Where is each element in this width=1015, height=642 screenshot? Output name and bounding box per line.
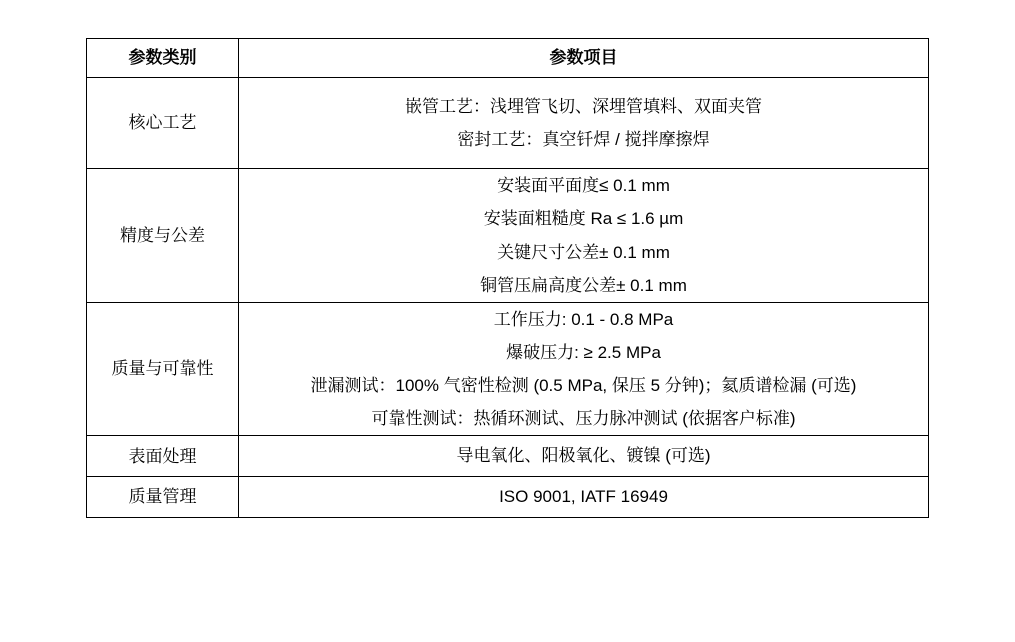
list-item: 安装面粗糙度 Ra ≤ 1.6 µm (483, 209, 684, 229)
row-category-surface-treatment: 表面处理 (87, 436, 239, 477)
list-item: 关键尺寸公差± 0.1 mm (497, 242, 670, 262)
row-items-quality-reliability (239, 302, 929, 436)
column-header-category: 参数类别 (87, 39, 239, 78)
list-item: ISO 9001, IATF 16949 (499, 487, 668, 507)
table-row (87, 436, 929, 477)
table-row (87, 169, 929, 303)
list-item: 安装面平面度≤ 0.1 mm (497, 176, 670, 196)
table-row (87, 477, 929, 518)
table-header-row (87, 39, 929, 78)
list-item: 泄漏测试：100% 气密性检测 (0.5 MPa, 保压 5 分钟)；氦质谱检漏 (可选) (310, 376, 857, 396)
list-item: 密封工艺：真空钎焊 / 搅拌摩擦焊 (457, 130, 710, 150)
list-item: 可靠性测试：热循环测试、压力脉冲测试 (依据客户标准) (371, 409, 796, 429)
row-category-core-process: 核心工艺 (87, 78, 239, 169)
row-category-precision-tolerance: 精度与公差 (87, 169, 239, 303)
column-header-items: 参数项目 (239, 39, 929, 78)
table-header (87, 39, 929, 78)
list-item: 嵌管工艺：浅埋管飞切、深埋管填料、双面夹管 (405, 97, 762, 116)
table-row (87, 302, 929, 436)
row-category-quality-management: 质量管理 (87, 477, 239, 518)
row-items-precision-tolerance (239, 169, 929, 303)
list-item: 导电氧化、阳极氧化、镀镍 (可选) (456, 446, 711, 466)
list-item: 工作压力: 0.1 - 0.8 MPa (493, 309, 674, 329)
list-item: 铜管压扁高度公差± 0.1 mm (480, 275, 687, 295)
row-category-quality-reliability: 质量与可靠性 (87, 302, 239, 436)
spec-table-container (86, 38, 929, 518)
row-items-quality-management (239, 477, 929, 518)
table-body (87, 78, 929, 518)
parameter-spec-table (86, 38, 929, 518)
row-items-surface-treatment (239, 436, 929, 477)
row-items-core-process (239, 78, 929, 169)
list-item: 爆破压力: ≥ 2.5 MPa (506, 342, 661, 362)
table-row (87, 78, 929, 169)
